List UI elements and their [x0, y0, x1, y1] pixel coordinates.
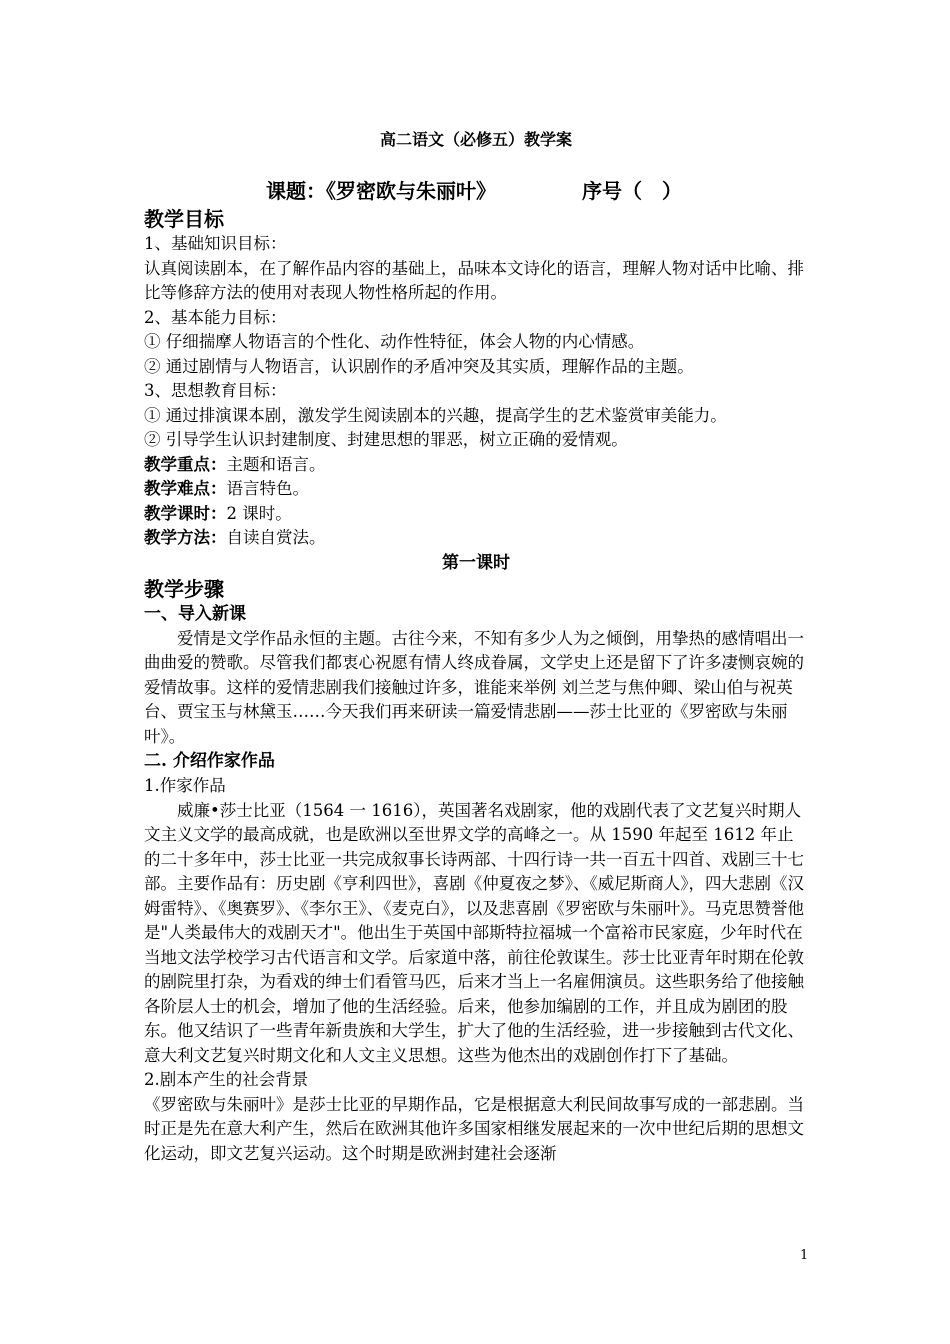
- goal2-item-1: ① 仔细揣摩人物语言的个性化、动作性特征，体会人物的内心情感。: [144, 332, 645, 351]
- section2-subtitle-1: 1.作家作品: [144, 776, 226, 795]
- lesson-title: 课题：《罗密欧与朱丽叶》: [266, 179, 496, 203]
- difficulty: [144, 477, 808, 502]
- background-paragraph: 《罗密欧与朱丽叶》是莎士比亚的早期作品，它是根据意大利民间故事写成的一部悲剧。当时正是先在意大利产生，然后在欧洲其他许多国家相继发展起来的一次中世纪后期的思想文化运动，即文艺复兴运动。这个时期是欧洲封建社会逐渐: [144, 1094, 804, 1163]
- goal1-text: 认真阅读剧本，在了解作品内容的基础上，品味本文诗化的语言，理解人物对话中比喻、排比等修辞方法的使用对表现人物性格所起的作用。: [144, 258, 804, 302]
- teaching-method-label: 教学方法：: [144, 528, 227, 547]
- key-point-label: 教学重点：: [144, 454, 227, 474]
- section1-title: 一、导入新课: [144, 603, 246, 624]
- section2-subtitle-2: 2.剧本产生的社会背景: [144, 1070, 309, 1089]
- lesson-subject-line: [144, 176, 808, 206]
- goal3-item-1: ① 通过排演课本剧，激发学生阅读剧本的兴趣，提高学生的艺术鉴赏审美能力。: [144, 405, 727, 425]
- difficulty-value: 语言特色。: [226, 479, 309, 498]
- document-body: [144, 128, 808, 1166]
- goal3-item-2: ② 引导学生认识封建制度、封建思想的罪恶，树立正确的爱情观。: [144, 430, 628, 449]
- steps-heading: 教学步骤: [144, 576, 224, 601]
- class-hours: [144, 502, 808, 527]
- goal2-title: 2、基本能力目标：: [144, 307, 287, 327]
- class-hours-label: 教学课时：: [144, 503, 227, 523]
- goal3-title: 3、思想教育目标：: [144, 381, 287, 400]
- difficulty-label: 教学难点：: [144, 479, 227, 498]
- document-title: 高二语文（必修五）教学案: [379, 130, 572, 149]
- goal1-title: 1、基础知识目标：: [144, 234, 287, 253]
- teaching-method: [144, 526, 808, 551]
- class-hours-value: 2 课时。: [226, 503, 292, 523]
- lesson-one-heading: 第一课时: [442, 552, 510, 573]
- section2-title: 二. 介绍作家作品: [144, 751, 275, 771]
- teaching-method-value: 自读自赏法。: [226, 528, 326, 547]
- goals-heading: 教学目标: [144, 207, 224, 231]
- page-number: 1: [800, 1248, 809, 1263]
- goal2-item-2: ② 通过剧情与人物语言，认识剧作的矛盾冲突及其实质，理解作品的主题。: [144, 356, 694, 376]
- key-point-value: 主题和语言。: [226, 454, 326, 474]
- author-paragraph: 威廉•莎士比亚（1564 一 1616），英国著名戏剧家，他的戏剧代表了文艺复兴时期人文主义文学的最高成就，也是欧洲以至世界文学的高峰之一。从 1590 年起至 1612 年止的二十多年中，莎士比亚一共完成叙事长诗两部、十四行诗一共一百五十四首、戏剧三十七部。主要作品有：历史剧《亨利四世》，喜剧《仲夏夜之梦》、《威尼斯商人》，四大悲剧《汉姆雷特》、《奥赛罗》、《李尔王》、《麦克白》，以及悲喜剧《罗密欧与朱丽叶》。马克思赞誉他是"人类最伟大的戏剧天才"。他出生于英国中部斯特拉福城一个富裕市民家庭，少年时代在当地文法学校学习古代语言和文学。后家道中落，前往伦敦谋生。莎士比亚青年时期在伦敦的剧院里打杂，为看戏的绅士们看管马匹，后来才当上一名雇佣演员。这些职务给了他接触各阶层人士的机会，增加了他的生活经验。后来，他参加编剧的工作，并且成为剧团的股东。他又结识了一些青年新贵族和大学生，扩大了他的生活经验，进一步接触到古代文化、意大利文艺复兴时期文化和人文主义思想。这些为他杰出的戏剧创作打下了基础。: [144, 800, 804, 1065]
- sequence-number: 序号（ ）: [582, 179, 682, 203]
- section1-paragraph: 爱情是文学作品永恒的主题。古往今来，不知有多少人为之倾倒，用挚热的感情唱出一曲曲爱的赞歌。尽管我们都衷心祝愿有情人终成眷属，文学史上还是留下了许多凄恻哀婉的爱情故事。这样的爱情悲剧我们接触过许多，谁能来举例 刘兰芝与焦仲卿、梁山伯与祝英台、贾宝玉与林黛玉……今天我们再来研读一篇爱情悲剧——莎士比亚的《罗密欧与朱丽叶》。: [144, 628, 804, 746]
- key-point: [144, 453, 808, 478]
